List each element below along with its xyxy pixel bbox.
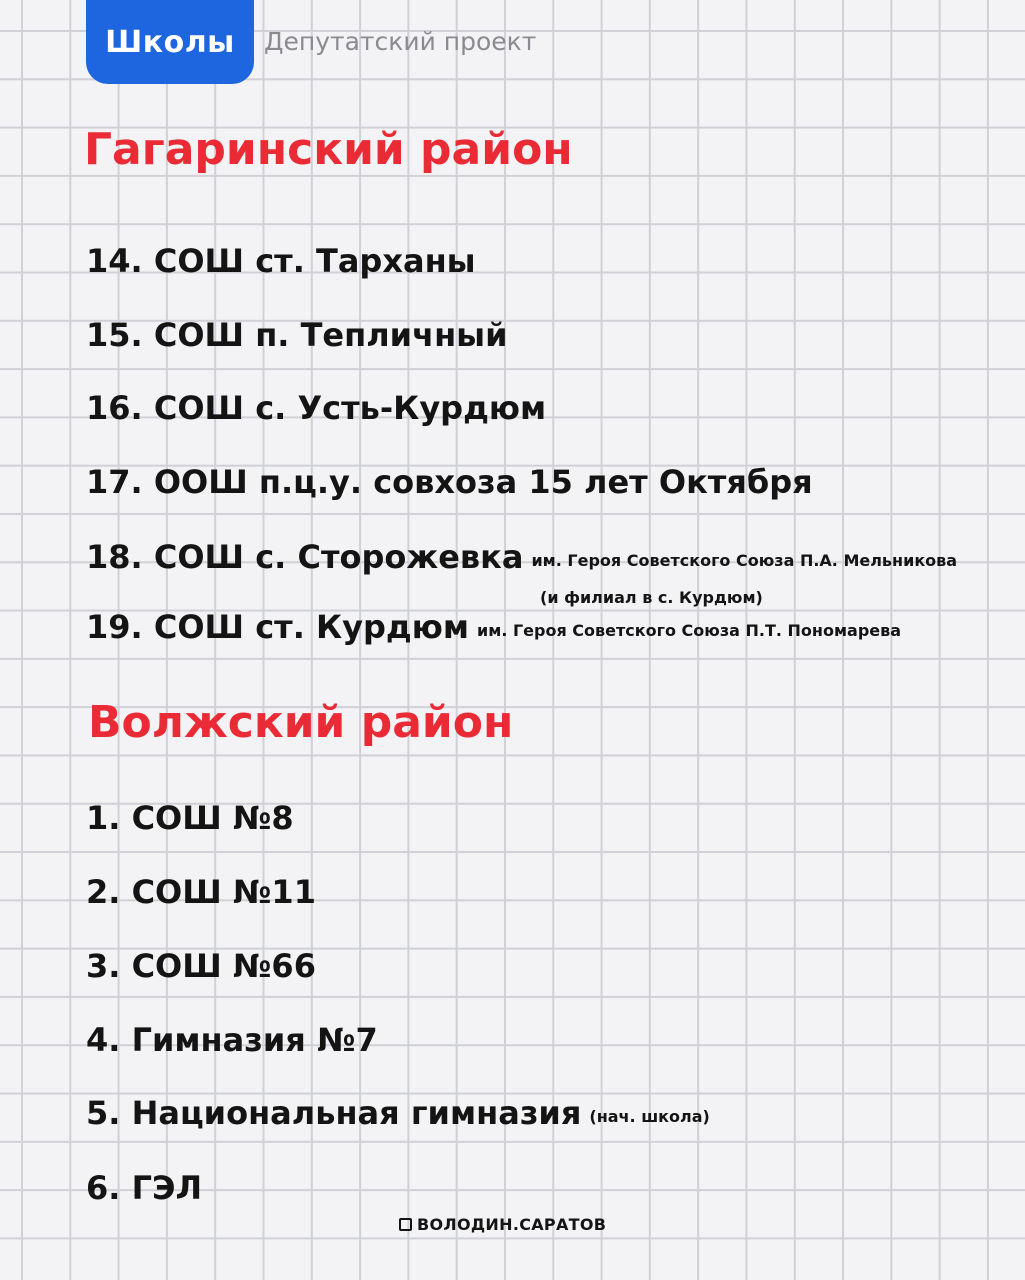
school-name: 18. СОШ с. Сторожевка — [86, 538, 524, 576]
school-item — [86, 242, 476, 280]
district-title-gagarinsky: Гагаринский район — [84, 124, 573, 175]
school-name: 19. СОШ ст. Курдюм — [86, 608, 470, 646]
school-name: 14. СОШ ст. Тарханы — [86, 242, 476, 280]
school-name: 15. СОШ п. Тепличный — [86, 316, 508, 354]
school-name: 17. ООШ п.ц.у. совхоза 15 лет Октября — [86, 463, 813, 501]
schools-tab-label: Школы — [105, 24, 235, 60]
brand-footer — [399, 1215, 606, 1234]
school-note: им. Героя Советского Союза П.А. Мельникова — [531, 551, 958, 570]
school-item — [86, 538, 958, 576]
school-item — [86, 608, 902, 646]
school-item — [86, 1021, 378, 1059]
school-item — [86, 947, 316, 985]
school-name: 16. СОШ с. Усть-Курдюм — [86, 389, 547, 427]
brand-square-icon — [399, 1218, 412, 1231]
school-item — [86, 873, 316, 911]
school-note: (нач. школа) — [589, 1107, 710, 1126]
school-item — [86, 799, 294, 837]
school-name: 1. СОШ №8 — [86, 799, 294, 837]
school-item — [86, 389, 547, 427]
schools-tab[interactable] — [86, 0, 254, 84]
school-name: 2. СОШ №11 — [86, 873, 316, 911]
school-name: 5. Национальная гимназия — [86, 1094, 582, 1132]
school-item — [86, 1169, 203, 1207]
district-title-volzhsky: Волжский район — [88, 697, 514, 748]
school-note: им. Героя Советского Союза П.Т. Пономарева — [477, 621, 902, 640]
brand-name: ВОЛОДИН.САРАТОВ — [417, 1215, 607, 1234]
school-item — [86, 316, 508, 354]
project-label: Депутатский проект — [264, 27, 537, 56]
school-item — [86, 463, 813, 501]
school-name: 6. ГЭЛ — [86, 1169, 203, 1207]
school-item — [86, 1094, 710, 1132]
school-note-line2: (и филиал в с. Курдюм) — [540, 588, 763, 607]
school-name: 4. Гимназия №7 — [86, 1021, 378, 1059]
school-name: 3. СОШ №66 — [86, 947, 316, 985]
